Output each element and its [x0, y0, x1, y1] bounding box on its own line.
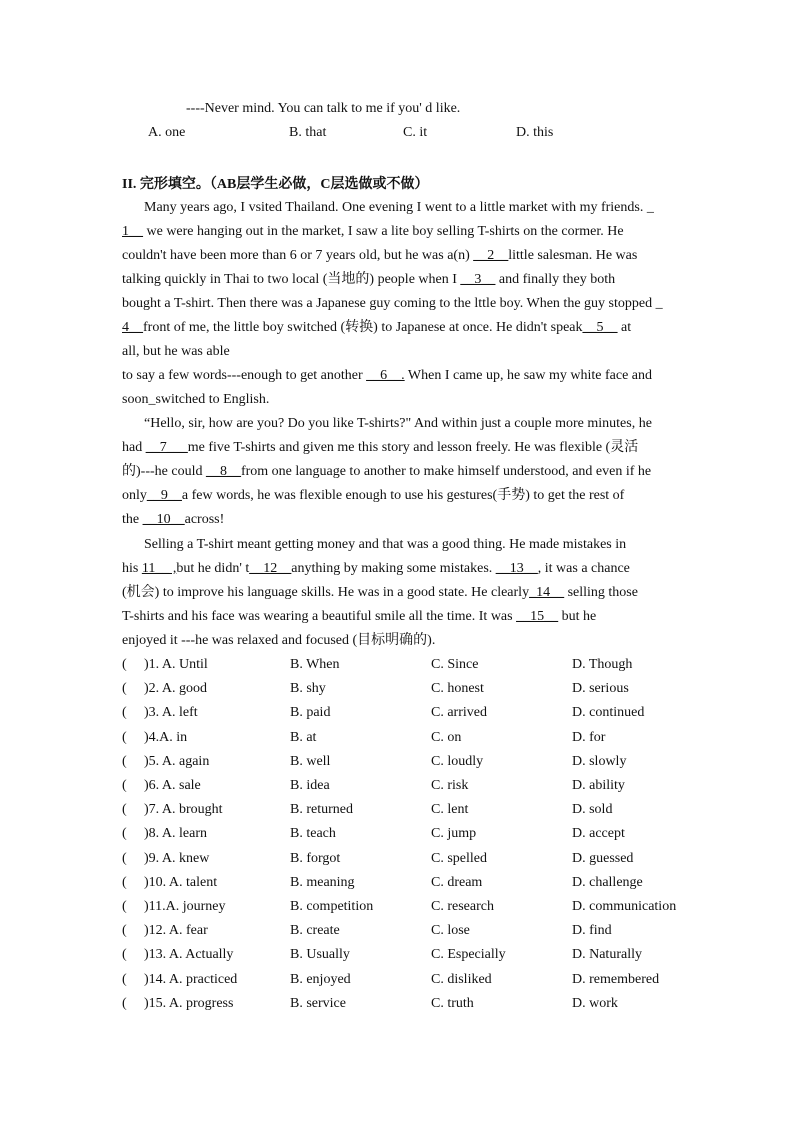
- option-a: )9. A. knew: [144, 850, 210, 866]
- question-row: [122, 992, 682, 1016]
- answer-paren[interactable]: (: [122, 874, 127, 890]
- option-c: C. jump: [431, 826, 477, 842]
- passage-text: and finally they both: [495, 272, 616, 287]
- passage-text: 的)---he could: [122, 464, 206, 479]
- passage-line-12: [122, 460, 662, 484]
- prev-option-d: D. this: [516, 125, 554, 140]
- passage-text: couldn't have been more than 6 or 7 years old, but he was a(n): [122, 248, 474, 263]
- answer-paren[interactable]: (: [122, 681, 127, 697]
- passage-line-14: [122, 508, 662, 532]
- blank-15: __15__: [516, 609, 559, 624]
- passage-text: selling those: [564, 585, 638, 600]
- blank-14: _14__: [529, 585, 565, 600]
- option-d: D. ability: [572, 778, 625, 793]
- option-b: B. forgot: [290, 850, 341, 866]
- option-d: D. for: [572, 729, 606, 745]
- blank-10: __10__: [142, 512, 185, 527]
- question-row: [122, 726, 682, 750]
- passage-line-4: [122, 268, 662, 292]
- option-a: )4.A. in: [144, 729, 188, 745]
- passage-line-8: [122, 364, 662, 388]
- answer-paren[interactable]: (: [122, 729, 127, 745]
- passage-text: When I came up, he saw my white face and: [404, 368, 653, 383]
- answer-paren[interactable]: (: [122, 753, 127, 769]
- option-d: D. remembered: [572, 971, 660, 987]
- option-b: B. shy: [290, 681, 326, 697]
- option-a: )12. A. fear: [144, 923, 208, 939]
- option-c: C. spelled: [431, 850, 487, 866]
- passage-text: we were hanging out in the market, I saw a lite boy selling T-shirts on the cormer. He: [143, 224, 624, 239]
- option-c: C. disliked: [431, 971, 492, 987]
- passage-line-9: soon_switched to English.: [122, 392, 270, 407]
- blank-6: __6__.: [366, 368, 405, 383]
- option-b: B. meaning: [290, 874, 355, 890]
- question-row: [122, 701, 682, 725]
- answer-paren[interactable]: (: [122, 971, 127, 987]
- option-c: C. lent: [431, 802, 469, 818]
- passage-text: only: [122, 488, 147, 503]
- option-b: B. service: [290, 995, 346, 1011]
- blank-7: __7___: [145, 440, 188, 455]
- passage-line-15: Selling a T-shirt meant getting money and that was a good thing. He made mistakes in: [144, 537, 627, 552]
- option-b: B. Usually: [290, 947, 350, 963]
- answer-paren[interactable]: (: [122, 778, 127, 793]
- passage-text: but he didn' t: [176, 561, 250, 576]
- prev-option-c: C. it: [403, 125, 428, 140]
- option-b: B. idea: [290, 778, 330, 793]
- option-d: D. accept: [572, 826, 625, 842]
- option-a: )7. A. brought: [144, 802, 223, 818]
- option-b: B. returned: [290, 802, 353, 818]
- question-row: [122, 750, 682, 774]
- option-d: D. continued: [572, 705, 645, 721]
- blank-5: __5__: [582, 320, 618, 335]
- question-row: [122, 774, 682, 798]
- passage-text: , it was a chance: [537, 561, 630, 576]
- passage-text: but he: [558, 609, 597, 624]
- passage-text: (机会) to improve his language skills. He was in a good state. He clearly: [122, 585, 530, 600]
- option-a: )2. A. good: [144, 681, 207, 697]
- option-c: C. lose: [431, 923, 470, 939]
- question-row: [122, 895, 682, 919]
- question-row: [122, 847, 682, 871]
- question-row: [122, 919, 682, 943]
- option-b: B. paid: [290, 705, 331, 721]
- option-c: C. risk: [431, 778, 469, 793]
- option-c: C. honest: [431, 681, 484, 697]
- passage-text: anything by making some mistakes.: [291, 561, 496, 576]
- passage-text: me five T-shirts and given me this story and lesson freely. He was flexible (灵活: [187, 440, 639, 455]
- option-b: B. create: [290, 923, 340, 939]
- passage-line-18: [122, 605, 662, 629]
- blank-3: __3__: [460, 272, 496, 287]
- passage-text: to say a few words---enough to get another: [122, 368, 367, 383]
- option-c: C. loudly: [431, 753, 484, 769]
- option-d: D. find: [572, 923, 612, 939]
- answer-paren[interactable]: (: [122, 705, 127, 721]
- option-b: B. enjoyed: [290, 971, 351, 987]
- passage-line-19: enjoyed it ---he was relaxed and focused (目标明确的).: [122, 633, 436, 648]
- passage-line-2: [122, 220, 662, 244]
- option-b: B. competition: [290, 899, 374, 914]
- option-d: D. serious: [572, 681, 629, 697]
- option-a: )3. A. left: [144, 705, 198, 721]
- option-a: )15. A. progress: [144, 995, 234, 1011]
- section-title: II. 完形填空。（AB层学生必做，C层选做或不做）: [122, 177, 429, 192]
- passage-text: had: [122, 440, 146, 455]
- passage-text: talking quickly in Thai to two local (当地的) people when I: [122, 272, 461, 287]
- prev-option-b: B. that: [289, 125, 327, 140]
- blank-12: __12__: [249, 561, 292, 576]
- option-a: )13. A. Actually: [144, 947, 234, 963]
- blank-11: 11__ ,: [141, 561, 177, 576]
- option-c: C. on: [431, 729, 462, 745]
- passage-text: across!: [184, 512, 225, 527]
- option-b: B. teach: [290, 826, 336, 842]
- passage-line-6: [122, 316, 662, 340]
- option-d: D. work: [572, 995, 618, 1011]
- passage-text: from one language to another to make himself understood, and even if he: [240, 464, 652, 479]
- passage-line-11: [122, 436, 662, 460]
- answer-paren[interactable]: (: [122, 802, 127, 818]
- question-row: [122, 677, 682, 701]
- option-c: C. Especially: [431, 947, 506, 963]
- option-a: )11.A. journey: [144, 899, 226, 914]
- passage-text: his: [122, 561, 142, 576]
- option-c: C. Since: [431, 657, 479, 672]
- option-d: D. communication: [572, 899, 677, 914]
- passage-line-3: [122, 244, 662, 268]
- passage-text: the: [122, 512, 143, 527]
- blank-2: __2__: [473, 248, 509, 263]
- passage-line-7: all, but he was able: [122, 344, 230, 359]
- blank-8: __8__: [205, 464, 241, 479]
- passage-line-10: “Hello, sir, how are you? Do you like T-shirts?" And within just a couple more minutes, he: [144, 416, 652, 431]
- option-c: C. truth: [431, 995, 474, 1011]
- answer-paren[interactable]: (: [122, 899, 127, 914]
- option-b: B. at: [290, 729, 317, 745]
- answer-paren[interactable]: (: [122, 923, 127, 939]
- question-row: [122, 871, 682, 895]
- option-d: D. sold: [572, 802, 613, 818]
- question-row: [122, 653, 682, 677]
- blank-4: 4__: [122, 320, 143, 335]
- passage-text: T-shirts and his face was wearing a beautiful smile all the time. It was: [122, 609, 517, 624]
- question-row: [122, 822, 682, 846]
- passage-line-17: [122, 581, 662, 605]
- option-a: )14. A. practiced: [144, 971, 238, 987]
- question-row: [122, 943, 682, 967]
- option-d: D. guessed: [572, 850, 634, 866]
- prev-question-reply: ----Never mind. You can talk to me if you' d like.: [186, 101, 461, 116]
- answer-paren[interactable]: (: [122, 826, 127, 842]
- option-b: B. well: [290, 753, 331, 769]
- passage-text: little salesman. He was: [508, 248, 638, 263]
- option-a: )10. A. talent: [144, 874, 218, 890]
- option-c: C. research: [431, 899, 494, 914]
- prev-option-a: A. one: [148, 125, 186, 140]
- passage-line-13: [122, 484, 662, 508]
- answer-paren[interactable]: (: [122, 850, 127, 866]
- option-b: B. When: [290, 657, 340, 672]
- question-row: [122, 798, 682, 822]
- option-a: )6. A. sale: [144, 778, 201, 793]
- option-c: C. dream: [431, 874, 483, 890]
- blank-1: 1__: [122, 224, 143, 239]
- answer-paren[interactable]: (: [122, 947, 127, 963]
- option-d: D. slowly: [572, 753, 627, 769]
- answer-paren[interactable]: (: [122, 995, 127, 1011]
- option-a: )5. A. again: [144, 753, 210, 769]
- option-c: C. arrived: [431, 705, 487, 721]
- option-d: D. challenge: [572, 874, 643, 890]
- option-a: )8. A. learn: [144, 826, 207, 842]
- passage-line-16: [122, 557, 662, 581]
- option-d: D. Though: [572, 657, 633, 672]
- blank-13: __13__: [495, 561, 538, 576]
- passage-text: front of me, the little boy switched (转换) to Japanese at once. He didn't speak: [143, 320, 583, 335]
- answer-paren[interactable]: (: [122, 657, 127, 672]
- option-a: )1. A. Until: [144, 657, 208, 672]
- passage-text: at: [617, 320, 632, 335]
- passage-line-5: bought a T-shirt. Then there was a Japanese guy coming to the lttle boy. When the guy stopped _: [122, 296, 663, 311]
- question-row: [122, 968, 682, 992]
- option-d: D. Naturally: [572, 947, 642, 963]
- passage-text: a few words, he was flexible enough to use his gestures(手势) to get the rest of: [181, 488, 625, 503]
- blank-9: __9__: [146, 488, 182, 503]
- passage-line-1: Many years ago, I vsited Thailand. One evening I went to a little market with my friends. _: [144, 200, 654, 215]
